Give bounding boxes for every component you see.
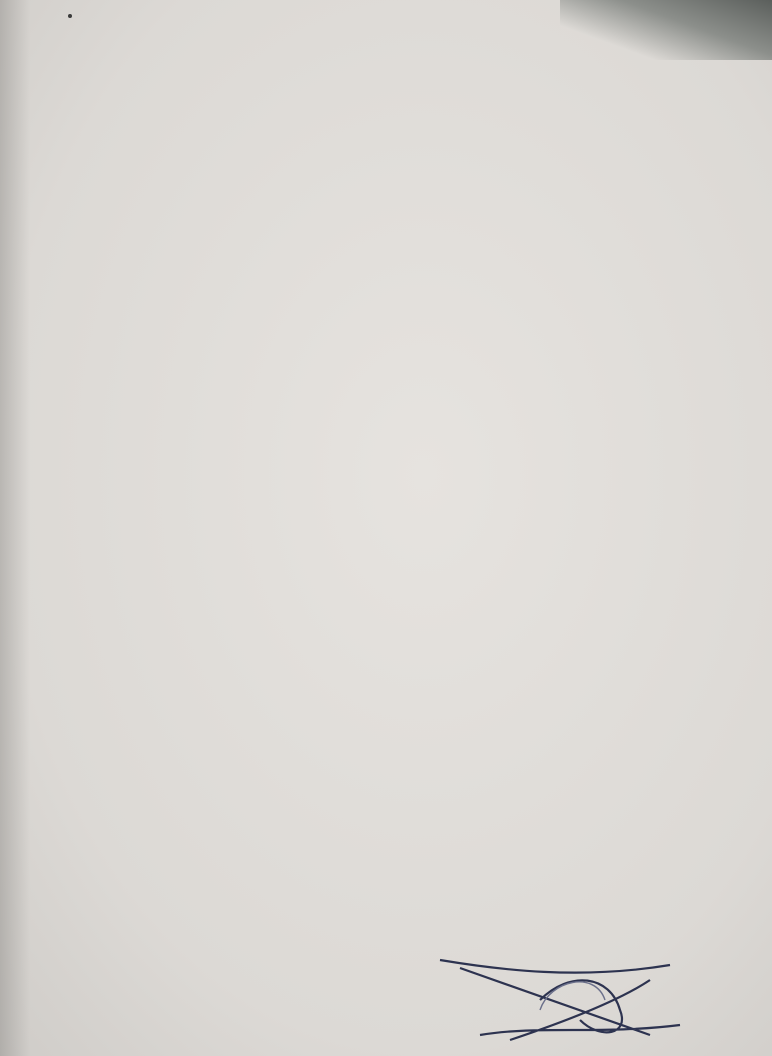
left-shadow xyxy=(0,0,30,1056)
paper-speck xyxy=(68,14,72,18)
second-signature-scribble xyxy=(420,940,720,1050)
page-edge-shadow xyxy=(560,0,772,60)
